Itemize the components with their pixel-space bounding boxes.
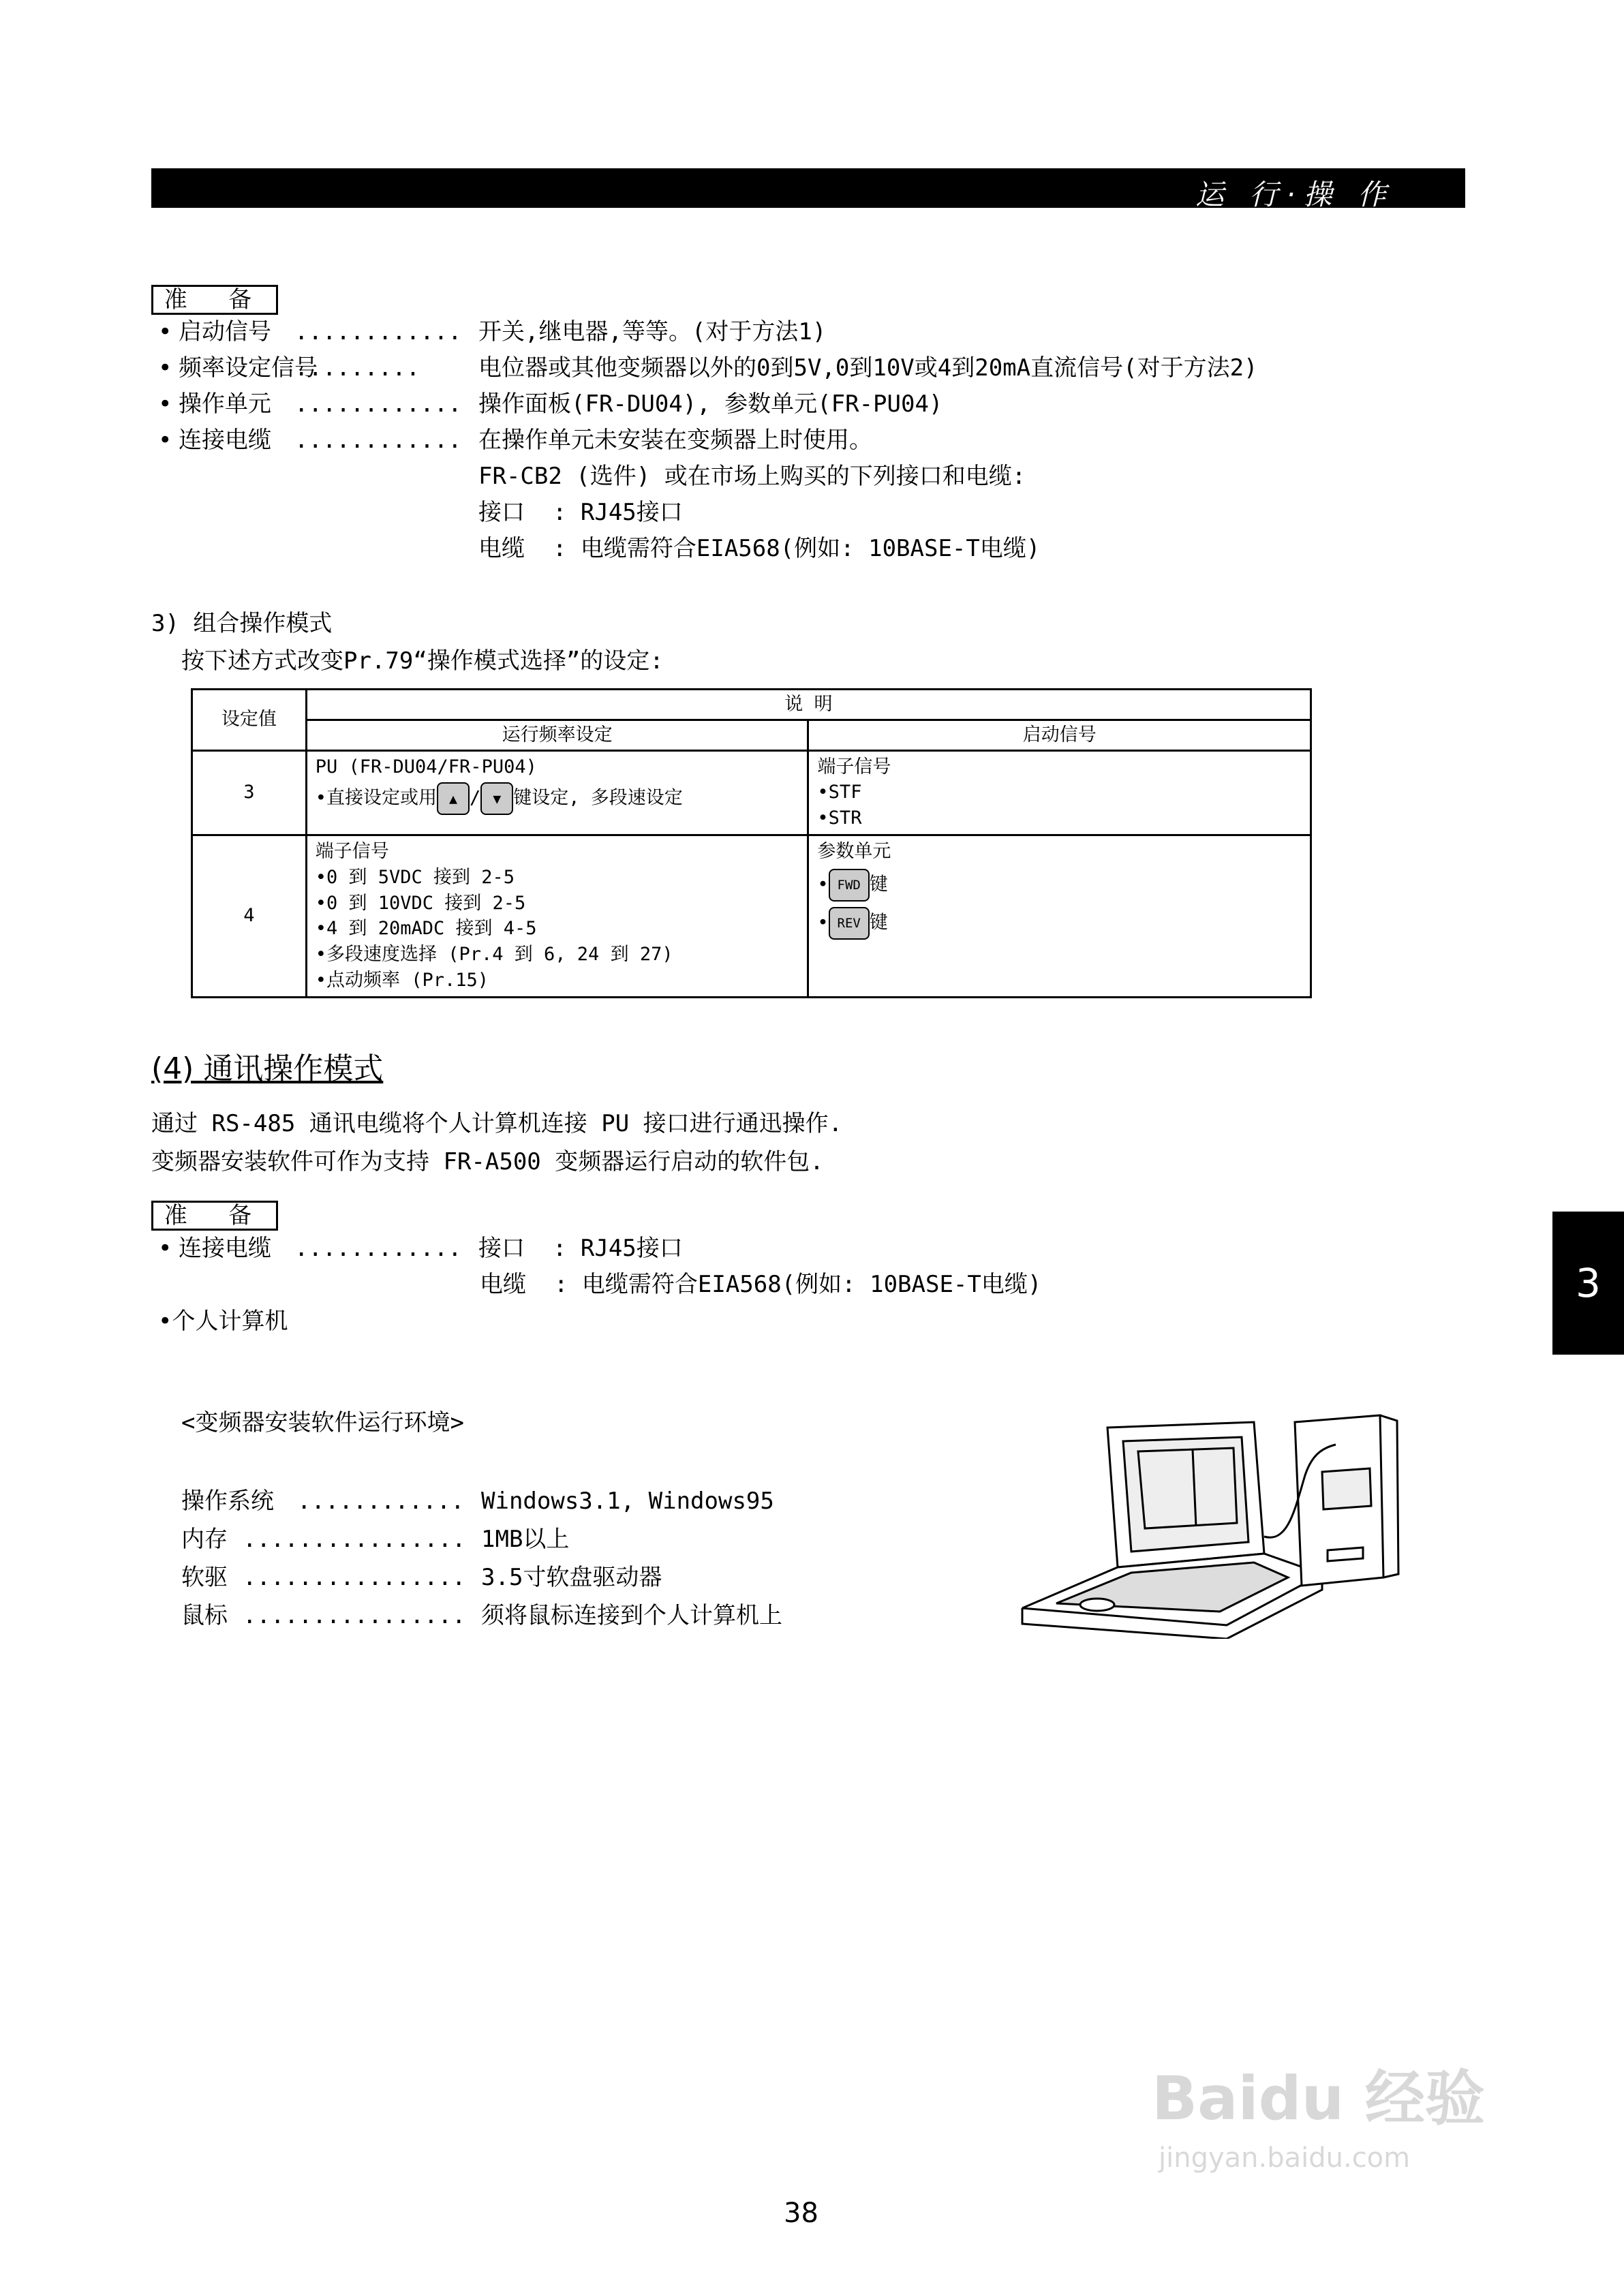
cell-freq-item: •多段速度选择 (Pr.4 到 6, 24 到 27) (315, 944, 673, 966)
down-key-icon: ▼ (480, 782, 513, 815)
section3-subtext: 按下述方式改变Pr.79“操作模式选择”的设定: (181, 647, 664, 675)
cell-freq-item: •0 到 5VDC 接到 2-5 (315, 866, 515, 888)
cell-setting-value: 4 (192, 835, 307, 997)
section4-para: 变频器安装软件可作为支持 FR-A500 变频器运行启动的软件包. (151, 1148, 824, 1175)
fwd-key-icon: FWD (829, 869, 870, 902)
prep2-pc: •个人计算机 (158, 1308, 288, 1335)
env-item: 软驱 ................ 3.5寸软盘驱动器 (181, 1564, 662, 1591)
bullet: • (817, 912, 829, 934)
prep-item: • 启动信号 ............ 开关,继电器,等等。(对于方法1) (158, 318, 827, 345)
th-freq: 运行频率设定 (306, 720, 808, 750)
key-suffix: 键 (869, 912, 888, 934)
cell-freq-title: PU (FR-DU04/FR-PU04) (315, 756, 537, 777)
cell-freq (306, 750, 808, 835)
chapter-header-title: 运 行·操 作 (1195, 178, 1394, 211)
cell-freq-line (316, 782, 799, 815)
bullet: • (817, 874, 829, 895)
rev-row (817, 907, 1302, 940)
cell-start-item: •STR (817, 807, 862, 829)
key-separator: / (470, 787, 481, 809)
section4-heading: (4) 通讯操作模式 (151, 1051, 384, 1086)
prep2-item: • 连接电缆 ............ 接口 : RJ45接口 (158, 1235, 683, 1262)
cell-start-item: •STF (817, 782, 862, 803)
th-setting: 设定值 (192, 690, 307, 751)
env-item: 操作系统 ............ Windows3.1, Windows95 (181, 1488, 774, 1515)
section3-heading: 3) 组合操作模式 (151, 610, 333, 637)
section4-para: 通过 RS-485 通讯电缆将个人计算机连接 PU 接口进行通迅操作. (151, 1110, 843, 1137)
prep2-label-box: 准 备 (151, 1201, 278, 1231)
cell-freq-item: •4 到 20mADC 接到 4-5 (315, 918, 537, 940)
cell-start (808, 750, 1311, 835)
watermark-url: jingyan.baidu.com (1159, 2142, 1411, 2174)
cell-start-title: 端子信号 (817, 756, 891, 777)
cell-freq-item: •0 到 10VDC 接到 2-5 (315, 892, 526, 914)
page-number: 38 (784, 2198, 818, 2229)
th-description: 说 明 (306, 690, 1311, 720)
chapter-tab: 3 (1552, 1212, 1624, 1355)
watermark-brand: Baidu 经验 (1152, 2063, 1485, 2134)
prep-item: • 连接电缆 ............ 在操作单元未安装在变频器上时使用。 (158, 427, 872, 454)
env-item: 鼠标 ................ 须将鼠标连接到个人计算机上 (181, 1602, 782, 1629)
cell-freq (306, 835, 808, 997)
key-suffix: 键 (869, 874, 888, 895)
prep-extra-line: FR-CB2 (选件) 或在市场上购买的下列接口和电缆: (478, 463, 1026, 490)
env-title: <变频器安装软件运行环境> (181, 1409, 464, 1436)
up-key-icon: ▲ (437, 782, 470, 815)
env-item: 内存 ................ 1MB以上 (181, 1526, 570, 1553)
th-start: 启动信号 (808, 720, 1311, 750)
prep-extra-line: 电缆 : 电缆需符合EIA568(例如: 10BASE-T电缆) (478, 535, 1041, 562)
chapter-header-bar (151, 168, 1465, 211)
cell-setting-value: 3 (192, 750, 307, 835)
fwd-row (817, 869, 1302, 902)
prep-label-box: 准 备 (151, 285, 278, 315)
cell-freq-suffix: 键设定, 多段速设定 (513, 787, 683, 809)
rev-key-icon: REV (829, 907, 870, 940)
cell-freq-title: 端子信号 (315, 840, 389, 862)
laptop-inverter-illustration (1002, 1407, 1411, 1639)
prep2-item-value2: 电缆 : 电缆需符合EIA568(例如: 10BASE-T电缆) (480, 1271, 1042, 1298)
cell-start (808, 835, 1311, 997)
baidu-watermark (1152, 2051, 1485, 2174)
operation-mode-table (191, 688, 1312, 998)
prep-item: • 操作单元 ............ 操作面板(FR-DU04), 参数单元(FR-PU04) (158, 390, 943, 418)
cell-freq-item: •点动频率 (Pr.15) (315, 969, 489, 991)
cell-freq-prefix: •直接设定或用 (315, 787, 437, 809)
prep-extra-line: 接口 : RJ45接口 (478, 499, 683, 526)
prep-item: • 频率设定信号......... 电位器或其他变频器以外的0到5V,0到10V或4到20mA直流信号(对于方法2) (158, 354, 1258, 382)
cell-start-title: 参数单元 (817, 840, 891, 862)
